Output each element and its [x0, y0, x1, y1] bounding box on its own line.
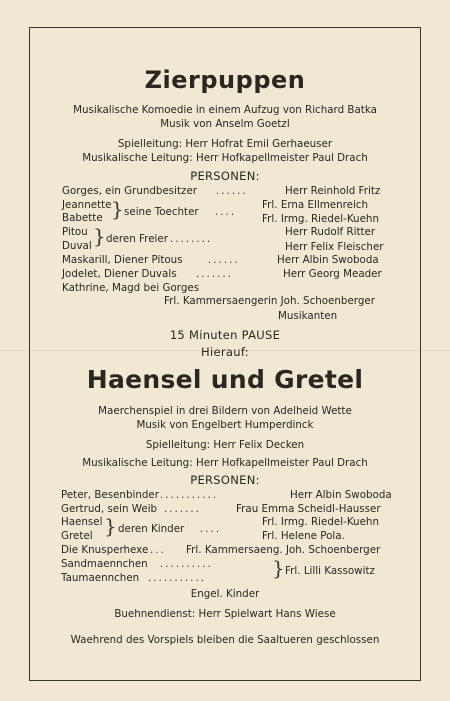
cast-role: Babette: [62, 212, 103, 224]
cast-role: Jodelet, Diener Duvals: [62, 268, 177, 280]
buehnendienst: Buehnendienst: Herr Spielwart Hans Wiese: [114, 608, 336, 620]
pause-line: 15 Minuten PAUSE: [169, 328, 281, 342]
brace-mark: }: [111, 197, 124, 221]
cast-group: deren Freier: [106, 233, 168, 245]
brace-mark: }: [93, 224, 106, 248]
engel-kinder: Engel. Kinder: [190, 588, 260, 600]
musik-leitung-2: Musikalische Leitung: Herr Hofkapellmeister Paul Drach: [82, 457, 368, 469]
cast-role: Die Knusperhexe: [61, 544, 149, 556]
cast-group: deren Kinder: [118, 523, 185, 535]
leader-dots: ......: [208, 254, 240, 266]
leader-dots: .......: [164, 503, 201, 515]
cast-role: Gorges, ein Grundbesitzer: [62, 185, 198, 197]
cast-actor: Frau Emma Scheidl-Hausser: [236, 503, 381, 515]
cast-role: Peter, Besenbinder: [61, 489, 159, 501]
subtitle-2: Musik von Engelbert Humperdinck: [136, 419, 314, 431]
cast-role: Kathrine, Magd bei Gorges: [62, 282, 200, 294]
spielleitung-1: Spielleitung: Herr Hofrat Emil Gerhaeuser: [117, 138, 333, 150]
personen-heading-2: PERSONEN:: [190, 473, 260, 487]
cast-actor: Frl. Helene Pola.: [262, 530, 345, 542]
cast-role: Musikanten: [278, 310, 338, 322]
cast-role: Duval: [62, 240, 92, 252]
subtitle-1: Musikalische Komoedie in einem Aufzug von Richard Batka: [73, 104, 377, 116]
leader-dots: ......: [216, 185, 248, 197]
cast-role: Haensel: [61, 516, 103, 528]
leader-dots: .......: [196, 268, 233, 280]
brace-mark: }: [104, 514, 117, 538]
title-haensel-und-gretel: Haensel und Gretel: [86, 365, 364, 394]
leader-dots: ....: [200, 523, 222, 535]
cast-actor: Frl. Kammersaengerin Joh. Schoenberger: [164, 295, 375, 307]
leader-dots: ..........: [160, 558, 213, 570]
cast-actor: Herr Felix Fleischer: [285, 241, 384, 253]
cast-actor: Frl. Erna Ellmenreich: [262, 199, 368, 211]
leader-dots: ...........: [148, 572, 207, 584]
cast-role: Gretel: [61, 530, 93, 542]
cast-role: Maskarill, Diener Pitous: [62, 254, 183, 266]
cast-role: Pitou: [62, 226, 88, 238]
cast-actor: Herr Albin Swoboda: [277, 254, 379, 266]
cast-actor: Frl. Irmg. Riedel-Kuehn: [262, 516, 379, 528]
cast-actor: Herr Georg Meader: [283, 268, 382, 280]
cast-group: seine Toechter: [124, 206, 199, 218]
brace-mark: }: [272, 556, 285, 580]
cast-role: Taumaennchen: [61, 572, 140, 584]
cast-actor: Herr Albin Swoboda: [290, 489, 392, 501]
spielleitung-2: Spielleitung: Herr Felix Decken: [145, 439, 305, 451]
subtitle-2: Musik von Anselm Goetzl: [160, 118, 290, 130]
cast-role: Sandmaennchen: [61, 558, 148, 570]
cast-role: Gertrud, sein Weib: [61, 503, 158, 515]
leader-dots: ....: [215, 206, 237, 218]
title-zierpuppen: Zierpuppen: [144, 66, 306, 94]
cast-actor: Frl. Kammersaeng. Joh. Schoenberger: [186, 544, 381, 556]
cast-role: Jeannette: [62, 199, 112, 211]
cast-actor: Herr Rudolf Ritter: [285, 226, 376, 238]
cast-actor: Frl. Irmg. Riedel-Kuehn: [262, 213, 379, 225]
cast-actor: Herr Reinhold Fritz: [285, 185, 381, 197]
personen-heading-1: PERSONEN:: [190, 169, 260, 183]
hierauf-line: Hierauf:: [201, 345, 249, 359]
musik-leitung-1: Musikalische Leitung: Herr Hofkapellmeister Paul Drach: [82, 152, 368, 164]
leader-dots: ........: [170, 233, 213, 245]
cast-actor: Frl. Lilli Kassowitz: [285, 565, 375, 577]
subtitle-1: Maerchenspiel in drei Bildern von Adelheid Wette: [98, 405, 352, 417]
footer-note: Waehrend des Vorspiels bleiben die Saaltueren geschlossen: [70, 634, 380, 646]
leader-dots: ...........: [160, 489, 219, 501]
leader-dots: ...: [150, 544, 166, 556]
